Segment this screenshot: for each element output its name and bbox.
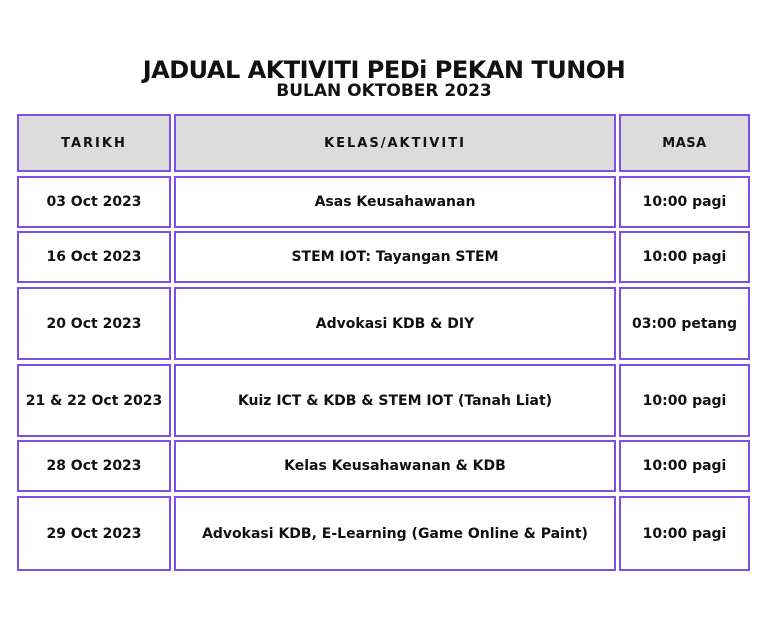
row-5-time: 10:00 pagi [619, 440, 750, 492]
header-date: TARIKH [17, 114, 171, 172]
row-6-time: 10:00 pagi [619, 496, 750, 571]
row-6-date: 29 Oct 2023 [17, 496, 171, 571]
row-3-activity: Advokasi KDB & DIY [174, 287, 616, 360]
row-5-date: 28 Oct 2023 [17, 440, 171, 492]
header-time: MASA [619, 114, 750, 172]
row-4-time: 10:00 pagi [619, 364, 750, 437]
row-1-date: 03 Oct 2023 [17, 176, 171, 228]
row-1-activity: Asas Keusahawanan [174, 176, 616, 228]
row-2-activity: STEM IOT: Tayangan STEM [174, 231, 616, 283]
row-6-activity: Advokasi KDB, E-Learning (Game Online & Paint) [174, 496, 616, 571]
row-1-time: 10:00 pagi [619, 176, 750, 228]
row-2-date: 16 Oct 2023 [17, 231, 171, 283]
row-5-activity: Kelas Keusahawanan & KDB [174, 440, 616, 492]
header-activity: KELAS/AKTIVITI [174, 114, 616, 172]
row-4-activity: Kuiz ICT & KDB & STEM IOT (Tanah Liat) [174, 364, 616, 437]
page-title: JADUAL AKTIVITI PEDi PEKAN TUNOH [142, 56, 626, 84]
row-3-time: 03:00 petang [619, 287, 750, 360]
row-4-date: 21 & 22 Oct 2023 [17, 364, 171, 437]
row-3-date: 20 Oct 2023 [17, 287, 171, 360]
page-subtitle: BULAN OKTOBER 2023 [276, 81, 492, 101]
row-2-time: 10:00 pagi [619, 231, 750, 283]
